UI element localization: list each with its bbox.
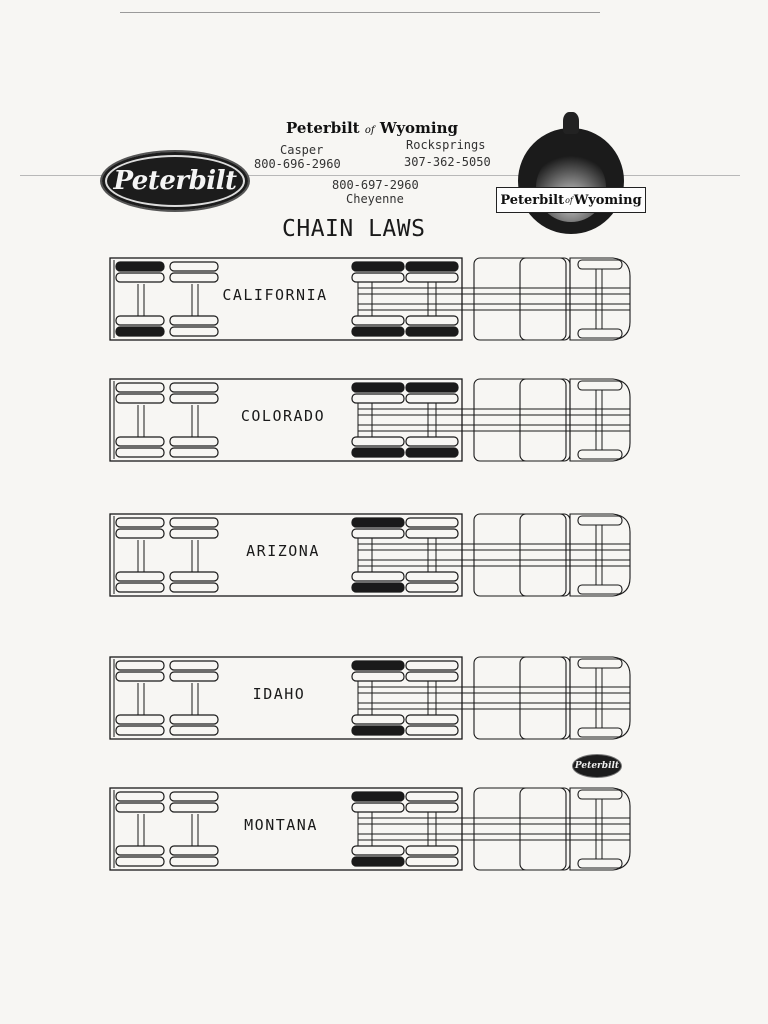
state-label-colorado: COLORADO [240, 407, 326, 425]
location-cheyenne-phone: 800-697-2960 [332, 178, 419, 192]
cab-outline [520, 657, 570, 739]
fifth-wheel [358, 679, 372, 715]
badge-state: Wyoming [573, 192, 642, 208]
drive-tire-chained [352, 857, 404, 866]
trailer-tire [116, 383, 164, 392]
drive-tire [352, 437, 404, 446]
drive-tire [406, 529, 458, 538]
badge-ornament-icon [563, 112, 579, 134]
page-title: CHAIN LAWS [282, 216, 426, 242]
drive-tire [352, 846, 404, 855]
trailer-tire [116, 846, 164, 855]
trailer-tire [116, 518, 164, 527]
drive-crossmember [428, 401, 436, 437]
drive-crossmember [428, 536, 436, 572]
drive-tire-chained [352, 583, 404, 592]
drive-tire [352, 394, 404, 403]
trailer-tire [116, 273, 164, 282]
cab-outline [520, 379, 570, 461]
hood-outline [570, 258, 630, 340]
truck-diagram-svg [108, 252, 636, 344]
fifth-wheel [358, 280, 372, 316]
steer-tire [578, 516, 622, 525]
trailer-tire [170, 846, 218, 855]
steer-tire [578, 381, 622, 390]
truck-diagram-svg [108, 782, 636, 874]
hood-outline [570, 514, 630, 596]
trailer-tire [170, 583, 218, 592]
trailer-tire-chained [116, 327, 164, 336]
trailer-tire [116, 803, 164, 812]
drive-tire [406, 857, 458, 866]
trailer-tire [170, 672, 218, 681]
truck-diagram-svg [108, 651, 636, 743]
drive-tire [406, 518, 458, 527]
trailer-tire [116, 715, 164, 724]
drive-crossmember [428, 679, 436, 715]
state-label-idaho: IDAHO [252, 685, 306, 703]
hood-outline [570, 379, 630, 461]
truck-diagram-arizona [108, 508, 636, 600]
trailer-tire [116, 316, 164, 325]
dealer-badge-banner [496, 187, 646, 213]
truck-diagram-colorado [108, 373, 636, 465]
drive-tire-chained [352, 327, 404, 336]
drive-tire-chained [352, 262, 404, 271]
trailer-tire [170, 726, 218, 735]
scan-line-top [120, 12, 600, 13]
steer-tire [578, 585, 622, 594]
trailer-tire [116, 529, 164, 538]
drive-tire [406, 437, 458, 446]
drive-tire [352, 529, 404, 538]
peterbilt-logo-text: Peterbilt [113, 166, 237, 196]
drive-tire-chained [352, 661, 404, 670]
dealer-state: Wyoming [379, 119, 459, 137]
steer-tire [578, 728, 622, 737]
trailer-tire [116, 448, 164, 457]
truck-diagram-montana [108, 782, 636, 874]
location-rocksprings-phone: 307-362-5050 [404, 155, 491, 169]
drive-tire-chained [406, 262, 458, 271]
location-rocksprings-city: Rocksprings [406, 138, 486, 152]
trailer-tire [116, 672, 164, 681]
drive-tire [352, 273, 404, 282]
dealer-brand: Peterbilt [286, 119, 360, 137]
drive-tire [406, 715, 458, 724]
trailer-tire [170, 857, 218, 866]
truck-diagram-svg [108, 508, 636, 600]
trailer-tire-chained [116, 262, 164, 271]
trailer-tire [170, 448, 218, 457]
drive-tire [352, 672, 404, 681]
trailer-tire [170, 572, 218, 581]
fifth-wheel [358, 401, 372, 437]
drive-tire-chained [352, 792, 404, 801]
drive-tire-chained [352, 726, 404, 735]
truck-diagram-idaho [108, 651, 636, 743]
hood-outline [570, 788, 630, 870]
drive-tire [406, 583, 458, 592]
small-peterbilt-logo [572, 754, 622, 778]
drive-tire-chained [406, 327, 458, 336]
trailer-tire [170, 394, 218, 403]
trailer-tire [116, 726, 164, 735]
trailer-tire [170, 273, 218, 282]
truck-diagram-california [108, 252, 636, 344]
drive-tire [406, 803, 458, 812]
drive-tire [352, 803, 404, 812]
drive-tire [352, 715, 404, 724]
fifth-wheel [358, 536, 372, 572]
trailer-tire [170, 383, 218, 392]
drive-tire [406, 394, 458, 403]
steer-tire [578, 260, 622, 269]
trailer-tire [116, 394, 164, 403]
trailer-tire [170, 803, 218, 812]
small-peterbilt-logo-text: Peterbilt [574, 761, 620, 771]
fifth-wheel [358, 810, 372, 846]
truck-diagram-svg [108, 373, 636, 465]
trailer-tire [116, 572, 164, 581]
drive-tire [406, 316, 458, 325]
trailer-tire [170, 661, 218, 670]
trailer-tire [170, 327, 218, 336]
steer-tire [578, 790, 622, 799]
state-label-california: CALIFORNIA [222, 286, 328, 304]
trailer-tire [170, 792, 218, 801]
cab-outline [520, 258, 570, 340]
drive-tire [406, 792, 458, 801]
trailer-tire [116, 583, 164, 592]
steer-tire [578, 450, 622, 459]
trailer-tire [170, 316, 218, 325]
trailer-tire [116, 792, 164, 801]
drive-tire-chained [352, 518, 404, 527]
cab-outline [520, 788, 570, 870]
steer-tire [578, 329, 622, 338]
trailer-tire [116, 661, 164, 670]
dealer-name [286, 119, 466, 137]
drive-tire [406, 572, 458, 581]
steer-tire [578, 859, 622, 868]
badge-brand: Peterbilt [500, 192, 565, 208]
drive-tire [406, 846, 458, 855]
trailer-tire [170, 437, 218, 446]
drive-tire-chained [352, 383, 404, 392]
trailer-tire [170, 529, 218, 538]
drive-tire [406, 672, 458, 681]
trailer-tire [170, 715, 218, 724]
trailer-tire [170, 518, 218, 527]
location-cheyenne-city: Cheyenne [346, 192, 404, 206]
drive-tire [352, 316, 404, 325]
drive-tire [406, 273, 458, 282]
location-casper-city: Casper [280, 143, 324, 157]
peterbilt-logo [100, 150, 250, 212]
trailer-tire [170, 262, 218, 271]
trailer-tire [116, 437, 164, 446]
drive-crossmember [428, 810, 436, 846]
steer-tire [578, 659, 622, 668]
cab-outline [520, 514, 570, 596]
location-casper-phone: 800-696-2960 [254, 157, 341, 171]
state-label-montana: MONTANA [244, 816, 318, 834]
drive-tire [406, 726, 458, 735]
drive-crossmember [428, 280, 436, 316]
dealer-badge-emblem [518, 128, 624, 234]
trailer-tire [116, 857, 164, 866]
drive-tire-chained [352, 448, 404, 457]
drive-tire [352, 572, 404, 581]
badge-of: of [565, 195, 573, 205]
dealer-of: of [364, 125, 375, 136]
hood-outline [570, 657, 630, 739]
state-label-arizona: ARIZONA [246, 542, 320, 560]
drive-tire-chained [406, 448, 458, 457]
drive-tire [406, 661, 458, 670]
drive-tire-chained [406, 383, 458, 392]
